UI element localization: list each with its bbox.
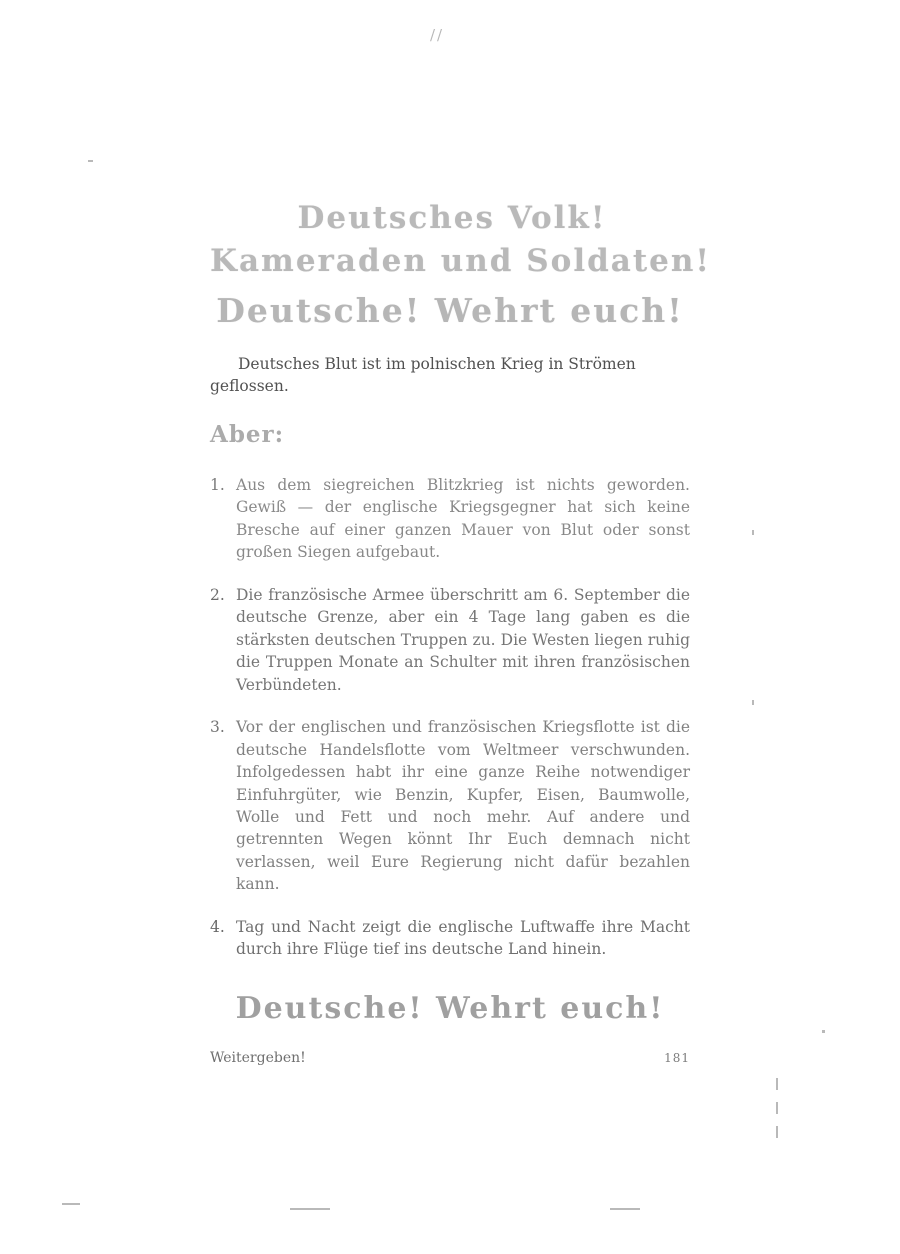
footer-note: Weitergeben!	[210, 1049, 306, 1066]
closing-slogan: Deutsche! Wehrt euch!	[235, 990, 665, 1026]
list-item-text: Die französische Armee überschritt am 6. September die deutsche Grenze, aber ein 4 Tage lang gaben es die stärksten deutschen Truppen zu. Die Westen liegen ruhig die Truppen Monate an Schulter mit ihren französischen Verbündeten.	[236, 585, 690, 694]
edge-mark-right-dots	[822, 1030, 825, 1033]
list-item	[210, 584, 690, 696]
sub-label: Aber:	[210, 420, 285, 448]
edge-mark-bottom-left	[62, 1203, 80, 1205]
edge-mark-bottom-right	[610, 1208, 640, 1210]
headline-block	[210, 200, 712, 331]
list-item-number: 2.	[210, 585, 225, 604]
edge-mark-right-upper	[752, 530, 754, 535]
headline-line-1: Deutsches Volk!	[297, 200, 607, 236]
list-item-text: Tag und Nacht zeigt die englische Luftwaffe ihre Macht durch ihre Flüge tief ins deutsche Land hinein.	[236, 917, 690, 959]
list-item	[210, 716, 690, 896]
edge-mark-right-margin-3	[776, 1126, 778, 1138]
list-item-text: Aus dem siegreichen Blitzkrieg ist nichts geworden. Gewiß — der englische Kriegsgegner hat sich keine Bresche auf einer ganzen Mauer von Blut oder sonst großen Siegen aufgebaut.	[236, 475, 690, 562]
list-item	[210, 474, 690, 564]
list-item-number: 4.	[210, 917, 225, 936]
page-footer	[210, 1050, 690, 1066]
headline-line-3: Deutsche! Wehrt euch!	[216, 290, 684, 330]
edge-mark-bottom-center	[290, 1208, 330, 1210]
edge-mark-right-margin-2	[776, 1102, 778, 1114]
list-item-number: 1.	[210, 475, 225, 494]
headline-line-2: Kameraden und Soldaten!	[210, 242, 712, 279]
edge-mark-right-margin-1	[776, 1078, 778, 1090]
edge-mark-top-left	[88, 160, 93, 162]
edge-mark-right-lower	[752, 700, 754, 705]
leaflet-page	[210, 200, 712, 1066]
list-item-text: Vor der englischen und französischen Kriegsflotte ist die deutsche Handelsflotte vom Weltmeer verschwunden. Infolgedessen habt ihr eine ganze Reihe notwendiger Einfuhrgüter, wie Benzin, Kupfer, Eisen, Baumwolle, Wolle und Fett und noch mehr. Auf andere und getrennten Wegen könnt Ihr Euch demnach nicht verlassen, weil Eure Regierung nicht dafür bezahlen kann.	[236, 718, 690, 894]
page-number: 181	[664, 1050, 690, 1065]
list-item	[210, 916, 690, 961]
top-page-mark: //	[430, 26, 445, 44]
numbered-points-list	[210, 474, 690, 961]
lead-paragraph: Deutsches Blut ist im polnischen Krieg in Strömen geflossen.	[210, 354, 636, 395]
list-item-number: 3.	[210, 718, 225, 737]
